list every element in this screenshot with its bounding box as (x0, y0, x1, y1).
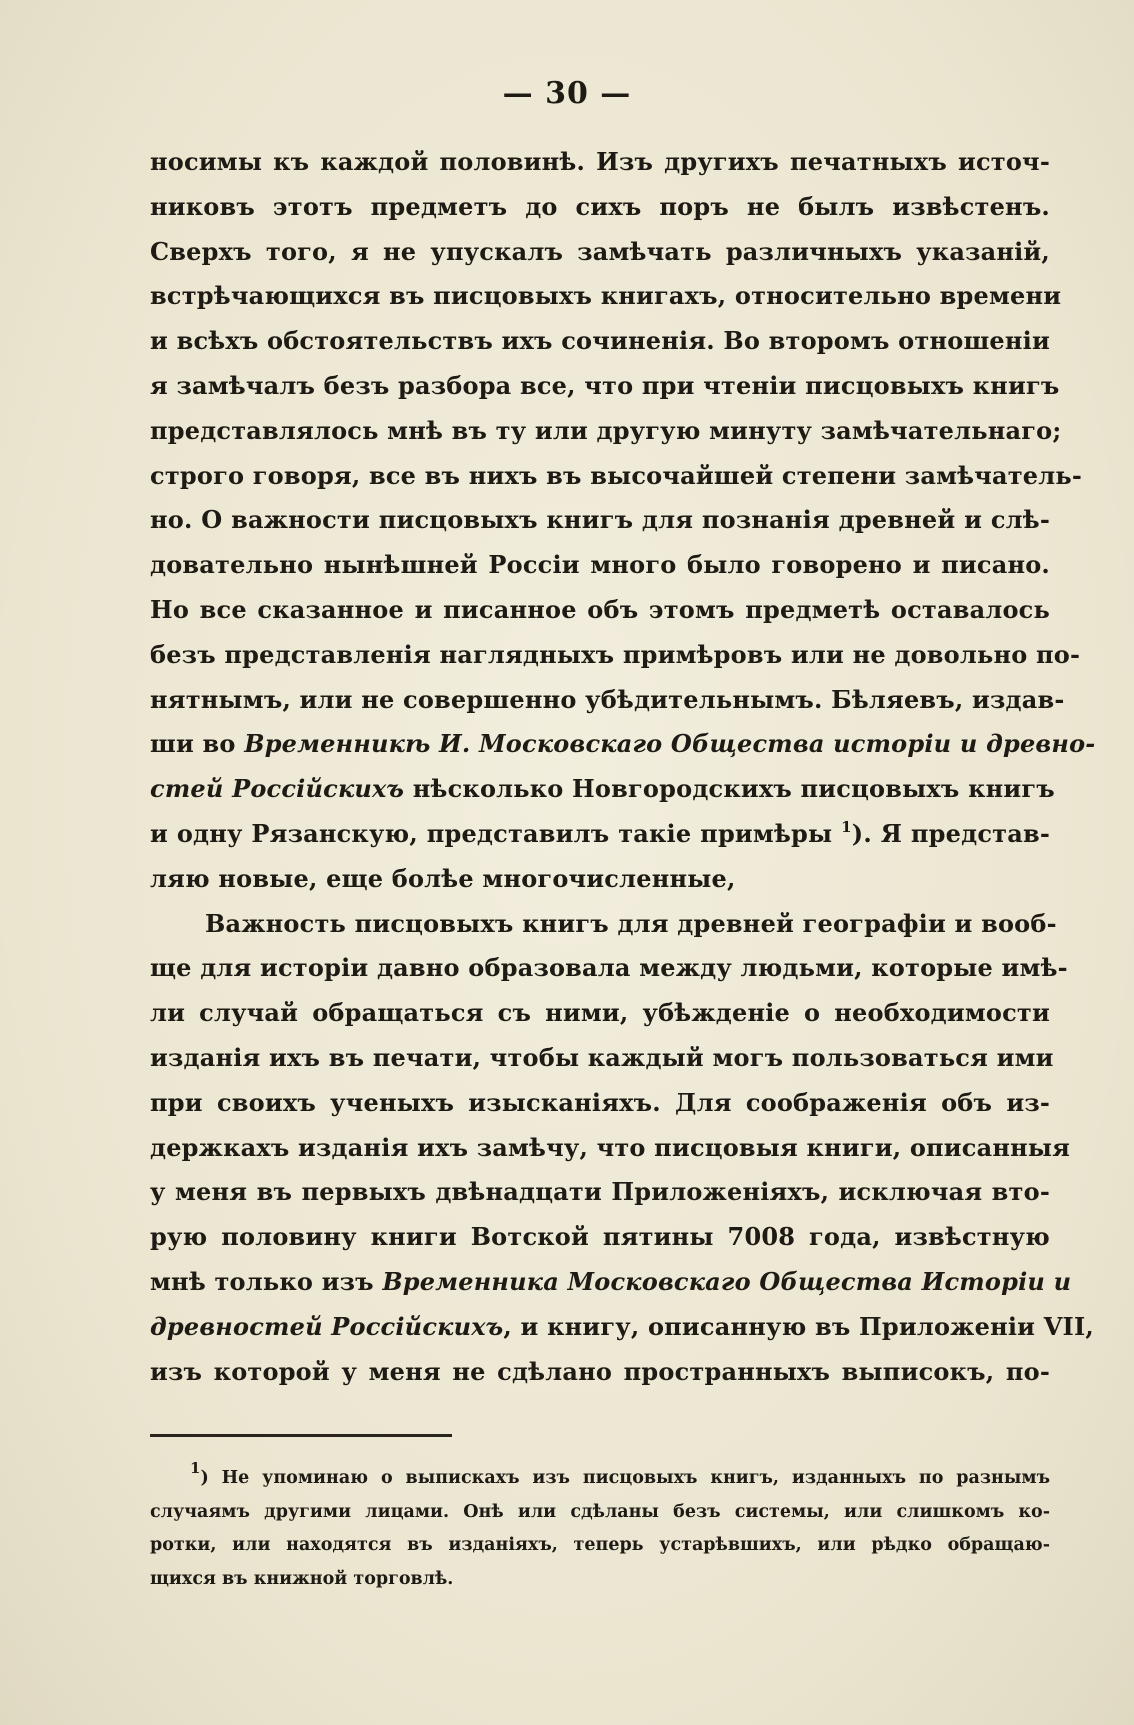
text-run: ). Я представ- (851, 818, 1050, 848)
text-line: я замѣчалъ безъ разбора все, что при чтеніи писцовыхъ книгъ (150, 370, 1060, 400)
text-run: мнѣ только изъ (150, 1266, 383, 1296)
footnote-divider (150, 1434, 452, 1437)
text-line (150, 767, 1055, 812)
text-line: и всѣхъ обстоятельствъ ихъ сочиненія. Во второмъ отношеніи (150, 326, 1050, 356)
text-line: изданія ихъ въ печати, чтобы каждый могъ пользоваться ими (150, 1042, 1054, 1072)
text-line: встрѣчающихся въ писцовыхъ книгахъ, относительно времени (150, 281, 1062, 311)
text-run: ) Не упоминаю о выпискахъ изъ писцовыхъ книгъ, изданныхъ по разнымъ (200, 1468, 1050, 1488)
text-line: нятнымъ, или не совершенно убѣдительнымъ. Бѣляевъ, издав- (150, 684, 1065, 714)
text-line: рую половину книги Вотской пятины 7008 года, извѣстную (150, 1222, 1050, 1252)
text-line: у меня въ первыхъ двѣнадцати Приложеніяхъ, исключая вто- (150, 1177, 1050, 1207)
paragraph-first-line: Важность писцовыхъ книгъ для древней географіи и вооб- (205, 908, 1057, 938)
text-line (150, 722, 1096, 767)
text-line: никовъ этотъ предметъ до сихъ поръ не былъ извѣстенъ. (150, 191, 1050, 221)
text-line (150, 812, 1050, 857)
text-line: безъ представленія наглядныхъ примѣровъ или не довольно по- (150, 639, 1081, 669)
text-line (150, 1305, 1094, 1350)
footnote-reference: 1 (841, 817, 852, 836)
text-line: представлялось мнѣ въ ту или другую минуту замѣчательнаго; (150, 415, 1062, 445)
text-line: держкахъ изданія ихъ замѣчу, что писцовыя книги, описанныя (150, 1132, 1071, 1162)
text-line: строго говоря, все въ нихъ въ высочайшей степени замѣчатель- (150, 460, 1083, 490)
italic-title: стей Россійскихъ (150, 774, 405, 804)
page-number: — 30 — (502, 76, 632, 111)
text-line: ли случай обращаться съ ними, убѣжденіе о необходимости (150, 998, 1050, 1028)
footnote-line: ротки, или находятся въ изданіяхъ, теперь устарѣвшихъ, или рѣдко обращаю- (150, 1535, 1050, 1555)
text-line: ще для исторіи давно образовала между людьми, которые имѣ- (150, 953, 1068, 983)
text-line: носимы къ каждой половинѣ. Изъ другихъ печатныхъ источ- (150, 147, 1050, 176)
text-run: нѣсколько Новгородскихъ писцовыхъ книгъ (404, 774, 1055, 804)
footnotes (150, 1459, 1050, 1596)
text-line: ляю новые, еще болѣе многочисленные, (150, 863, 736, 893)
text-line: Но все сказанное и писанное объ этомъ предметѣ оставалось (150, 594, 1050, 624)
footnote-line: случаямъ другими лицами. Онѣ или сдѣланы безъ системы, или слишкомъ ко- (150, 1501, 1050, 1522)
text-line: Сверхъ того, я не упускалъ замѣчать различныхъ указаній, (150, 236, 1050, 266)
italic-title: древностей Россійскихъ (150, 1311, 504, 1341)
footnote-line (150, 1459, 1050, 1496)
text-line: изъ которой у меня не сдѣлано пространныхъ выписокъ, по- (150, 1356, 1050, 1386)
text-line (150, 1260, 1072, 1305)
footnote-marker: 1 (190, 1459, 201, 1477)
italic-title: Временника Московскаго Общества Исторіи и (382, 1266, 1072, 1296)
text-run: и одну Рязанскую, представилъ такіе примѣры (150, 818, 842, 848)
italic-title: Временникѣ И. Московскаго Общества исторіи и древно- (244, 729, 1096, 759)
body-text (150, 140, 1096, 1394)
text-line: при своихъ ученыхъ изысканіяхъ. Для соображенія объ из- (150, 1087, 1050, 1117)
text-line: но. О важности писцовыхъ книгъ для познанія древней и слѣ- (150, 505, 1050, 535)
text-run: , и книгу, описанную въ Приложеніи VII, (503, 1311, 1094, 1341)
footnote-line: щихся въ книжной торговлѣ. (150, 1568, 454, 1589)
text-line: довательно нынѣшней Россіи много было говорено и писано. (150, 550, 1050, 580)
text-run: ши во (150, 729, 245, 759)
